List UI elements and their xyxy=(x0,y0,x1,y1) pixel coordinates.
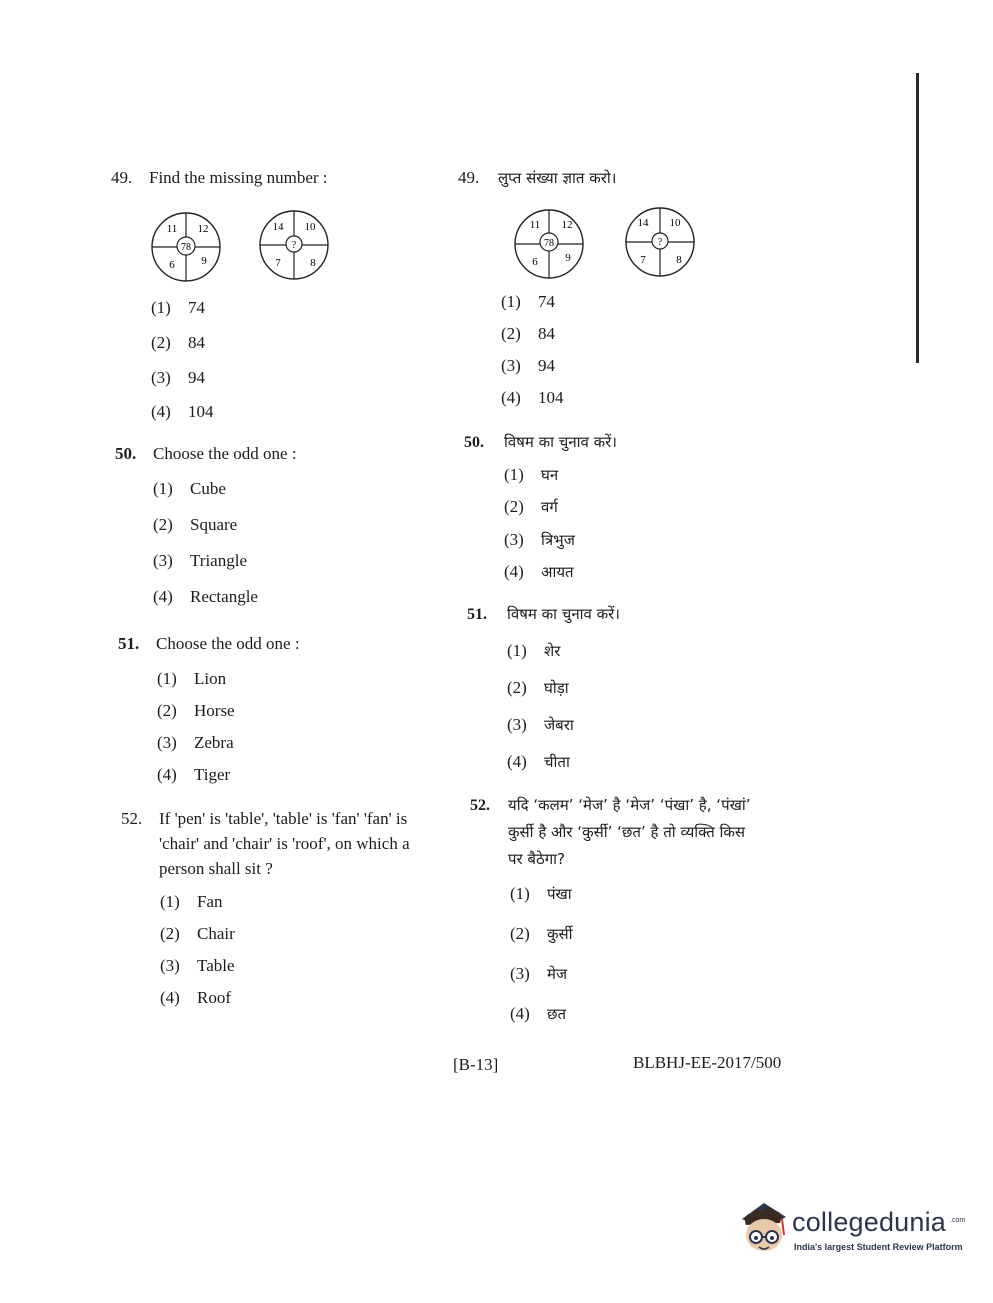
circle-value-tr: 12 xyxy=(197,223,209,235)
option-text: कुर्सी xyxy=(547,925,573,943)
option-number: (1) xyxy=(507,641,527,660)
option-text: 94 xyxy=(538,356,555,375)
question-50-en xyxy=(115,441,297,466)
option-number: (2) xyxy=(507,678,527,697)
question-text-line-3: person shall sit ? xyxy=(159,859,273,878)
option-49-3-en[interactable] xyxy=(151,366,205,390)
circle-value-tr: 10 xyxy=(669,217,681,229)
circle-value-bl: 7 xyxy=(640,254,646,266)
option-51-2-hi[interactable] xyxy=(507,676,569,700)
scan-margin-line xyxy=(916,73,919,363)
option-49-2-hi[interactable] xyxy=(501,322,555,346)
option-50-3-hi[interactable] xyxy=(504,528,575,552)
question-52-en xyxy=(121,806,461,881)
option-text: वर्ग xyxy=(541,498,558,516)
option-50-1-en[interactable] xyxy=(153,477,226,501)
question-49-en xyxy=(111,165,328,190)
option-52-2-hi[interactable] xyxy=(510,922,573,946)
question-number: 51. xyxy=(467,606,487,623)
option-number: (3) xyxy=(510,964,530,983)
option-text: छत xyxy=(547,1005,567,1023)
option-number: (3) xyxy=(504,530,524,549)
question-text-line-1: यदि ‘कलम’ ‘मेज’ है ‘मेज’ ‘पंखा’ है, ‘पंखां’ xyxy=(508,796,751,814)
option-text: 84 xyxy=(538,324,555,343)
circle-puzzle-2-hi xyxy=(622,205,702,281)
circle-puzzle-2-en xyxy=(256,208,336,284)
option-52-1-en[interactable] xyxy=(160,890,223,914)
option-text: Horse xyxy=(194,701,235,720)
option-number: (1) xyxy=(153,479,173,498)
option-number: (2) xyxy=(151,333,171,352)
circle-value-tr: 10 xyxy=(304,221,316,233)
option-number: (4) xyxy=(501,388,521,407)
option-52-1-hi[interactable] xyxy=(510,882,572,906)
question-51-hi xyxy=(467,602,620,627)
option-text: Chair xyxy=(197,924,235,943)
question-52-hi xyxy=(470,792,830,873)
option-text: घन xyxy=(541,466,559,484)
question-text-line-3: पर बैठेगा? xyxy=(508,850,565,868)
question-number: 50. xyxy=(464,434,484,451)
option-49-4-hi[interactable] xyxy=(501,386,564,410)
circle-puzzle-1-en xyxy=(148,210,228,286)
option-50-4-hi[interactable] xyxy=(504,560,574,584)
option-text: Triangle xyxy=(190,551,247,570)
circle-center-value: ? xyxy=(291,240,297,251)
option-text: Cube xyxy=(190,479,226,498)
option-52-4-en[interactable] xyxy=(160,986,231,1010)
option-text: 74 xyxy=(188,298,205,317)
option-number: (1) xyxy=(157,669,177,688)
option-number: (4) xyxy=(153,587,173,606)
option-number: (1) xyxy=(501,292,521,311)
circle-value-bl: 7 xyxy=(275,257,281,269)
option-number: (1) xyxy=(151,298,171,317)
page-number: [B-13] xyxy=(453,1055,499,1074)
question-49-hi xyxy=(458,165,616,191)
circle-value-tr: 12 xyxy=(561,219,573,231)
option-text: Lion xyxy=(194,669,227,688)
circle-value-tl: 11 xyxy=(166,223,178,235)
logo-tagline: India's largest Student Review Platform xyxy=(794,1242,963,1252)
question-text-line-2: 'chair' and 'chair' is 'roof', on which a xyxy=(159,834,410,853)
question-number: 52. xyxy=(121,809,143,828)
question-text: Choose the odd one : xyxy=(156,634,300,653)
option-52-3-hi[interactable] xyxy=(510,962,567,986)
option-text: जेबरा xyxy=(544,716,574,734)
option-52-4-hi[interactable] xyxy=(510,1002,566,1026)
option-number: (2) xyxy=(504,497,524,516)
option-number: (4) xyxy=(157,765,177,784)
question-number: 50. xyxy=(115,444,137,463)
logo-wordmark: collegedunia xyxy=(792,1207,947,1237)
circle-value-br: 8 xyxy=(676,254,682,266)
option-51-1-hi[interactable] xyxy=(507,639,560,663)
question-text: विषम का चुनाव करें। xyxy=(504,433,617,451)
option-49-4-en[interactable] xyxy=(151,400,214,424)
circle-value-br: 8 xyxy=(310,257,316,269)
mascot-icon xyxy=(734,1195,794,1257)
option-text: Roof xyxy=(197,988,231,1007)
option-52-2-en[interactable] xyxy=(160,922,235,946)
question-text-line-2: कुर्सी है और ‘कुर्सी’ ‘छत’ है तो व्यक्ति किस xyxy=(508,823,746,841)
question-number: 49. xyxy=(458,168,480,187)
option-number: (1) xyxy=(510,884,530,903)
option-number: (1) xyxy=(504,465,524,484)
option-text: आयत xyxy=(541,563,574,581)
option-number: (4) xyxy=(151,402,171,421)
circle-value-bl: 6 xyxy=(169,259,175,271)
option-text: Square xyxy=(190,515,238,534)
option-text: 84 xyxy=(188,333,205,352)
option-text: चीता xyxy=(544,753,570,771)
circle-center-value: 78 xyxy=(181,242,191,253)
option-51-4-en[interactable] xyxy=(157,763,230,787)
option-number: (2) xyxy=(510,924,530,943)
option-number: (2) xyxy=(157,701,177,720)
circle-value-br: 9 xyxy=(565,252,571,264)
question-text: Choose the odd one : xyxy=(153,444,297,463)
option-50-2-hi[interactable] xyxy=(504,495,558,519)
question-number: 49. xyxy=(111,168,133,187)
collegedunia-logo[interactable] xyxy=(734,1195,964,1265)
option-49-1-en[interactable] xyxy=(151,296,205,320)
option-50-4-en[interactable] xyxy=(153,585,258,609)
option-49-2-en[interactable] xyxy=(151,331,205,355)
option-51-1-en[interactable] xyxy=(157,667,226,691)
option-number: (2) xyxy=(160,924,180,943)
question-51-en xyxy=(118,631,300,656)
option-number: (4) xyxy=(504,562,524,581)
question-number: 51. xyxy=(118,634,140,653)
option-number: (2) xyxy=(153,515,173,534)
circle-value-tl: 14 xyxy=(272,221,284,233)
logo-domain: .com xyxy=(950,1217,966,1224)
question-50-hi xyxy=(464,430,617,455)
circle-value-tl: 14 xyxy=(637,217,649,229)
option-51-4-hi[interactable] xyxy=(507,750,570,774)
option-49-1-hi[interactable] xyxy=(501,290,555,314)
question-text: विषम का चुनाव करें। xyxy=(507,605,620,623)
option-number: (3) xyxy=(153,551,173,570)
option-text: Rectangle xyxy=(190,587,258,606)
circle-center-value: ? xyxy=(657,237,663,248)
option-text: 94 xyxy=(188,368,205,387)
question-text-line-1: If 'pen' is 'table', 'table' is 'fan' 'fan' is xyxy=(159,809,408,828)
option-50-1-hi[interactable] xyxy=(504,463,558,487)
option-51-3-en[interactable] xyxy=(157,731,234,755)
circle-value-br: 9 xyxy=(201,255,207,267)
circle-center-value: 78 xyxy=(544,238,554,249)
option-number: (4) xyxy=(160,988,180,1007)
option-text: त्रिभुज xyxy=(541,531,575,549)
option-text: Tiger xyxy=(194,765,231,784)
option-text: मेज xyxy=(547,965,568,983)
question-text: Find the missing number : xyxy=(149,168,328,187)
question-number: 52. xyxy=(470,797,490,814)
option-number: (1) xyxy=(160,892,180,911)
option-51-2-en[interactable] xyxy=(157,699,235,723)
circle-value-tl: 11 xyxy=(529,219,541,231)
option-text: 104 xyxy=(538,388,564,407)
option-number: (3) xyxy=(160,956,180,975)
option-number: (4) xyxy=(510,1004,530,1023)
circle-value-bl: 6 xyxy=(532,256,538,268)
option-text: Fan xyxy=(197,892,223,911)
option-number: (3) xyxy=(501,356,521,375)
paper-code: BLBHJ-EE-2017/500 xyxy=(633,1053,782,1072)
option-number: (3) xyxy=(151,368,171,387)
option-text: 104 xyxy=(188,402,214,421)
option-51-3-hi[interactable] xyxy=(507,713,574,737)
option-number: (2) xyxy=(501,324,521,343)
option-text: 74 xyxy=(538,292,555,311)
option-number: (3) xyxy=(507,715,527,734)
option-text: घोड़ा xyxy=(544,679,569,697)
option-50-2-en[interactable] xyxy=(153,513,237,537)
circle-puzzle-1-hi xyxy=(511,207,591,283)
option-number: (3) xyxy=(157,733,177,752)
option-text: Table xyxy=(197,956,235,975)
option-49-3-hi[interactable] xyxy=(501,354,555,378)
option-number: (4) xyxy=(507,752,527,771)
option-text: Zebra xyxy=(194,733,234,752)
question-text: लुप्त संख्या ज्ञात करो। xyxy=(498,169,617,187)
option-text: शेर xyxy=(544,642,561,660)
option-52-3-en[interactable] xyxy=(160,954,235,978)
option-text: पंखा xyxy=(547,885,572,903)
option-50-3-en[interactable] xyxy=(153,549,247,573)
